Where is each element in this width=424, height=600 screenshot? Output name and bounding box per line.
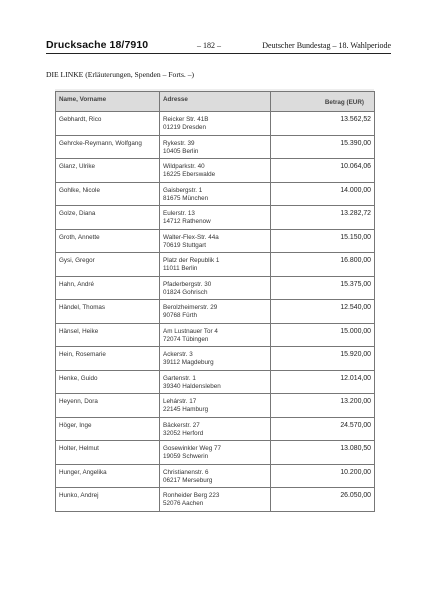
donation-amount: 13.562,52 xyxy=(271,112,375,136)
section-title: DIE LINKE (Erläuterungen, Spenden – Forts. –) xyxy=(46,70,195,79)
address-street: Christianenstr. 6 xyxy=(163,468,209,476)
donor-address xyxy=(160,112,271,136)
table-row xyxy=(56,135,375,159)
donation-amount: 13.080,50 xyxy=(271,441,375,465)
donor-address xyxy=(160,441,271,465)
donation-amount: 15.375,00 xyxy=(271,276,375,300)
donations-table xyxy=(55,91,375,512)
address-city: 81675 München xyxy=(163,194,209,202)
donation-amount: 10.064,06 xyxy=(271,159,375,183)
address-city: 14712 Rathenow xyxy=(163,218,211,226)
address-city: 11011 Berlin xyxy=(163,265,198,273)
donor-name: Holter, Helmut xyxy=(56,441,160,465)
document-number: Drucksache 18/7910 xyxy=(46,39,149,51)
donation-amount: 12.014,00 xyxy=(271,370,375,394)
address-city: 16225 Eberswalde xyxy=(163,171,216,179)
table-row xyxy=(56,229,375,253)
donor-address xyxy=(160,206,271,230)
table-row xyxy=(56,347,375,371)
table-row xyxy=(56,206,375,230)
address-street: Lehárstr. 17 xyxy=(163,398,197,405)
column-header-amount: Betrag (EUR) xyxy=(271,92,375,112)
donation-amount: 15.390,00 xyxy=(271,135,375,159)
address-city: 39340 Haldensleben xyxy=(163,382,221,390)
donor-name: Hunko, Andrej xyxy=(56,488,160,512)
donor-name: Gehrcke-Reymann, Wolfgang xyxy=(56,135,160,159)
donor-address xyxy=(160,464,271,488)
column-header-address: Adresse xyxy=(160,92,271,112)
column-header-name: Name, Vorname xyxy=(56,92,160,112)
address-city: 32052 Herford xyxy=(163,429,204,437)
donation-amount: 15.150,00 xyxy=(271,229,375,253)
donor-name: Gohlke, Nicole xyxy=(56,182,160,206)
donor-name: Heyenn, Dora xyxy=(56,394,160,418)
address-street: Platz der Republik 1 xyxy=(163,257,220,264)
donor-address xyxy=(160,182,271,206)
donor-name: Hein, Rosemarie xyxy=(56,347,160,371)
donor-address xyxy=(160,253,271,277)
address-city: 90768 Fürth xyxy=(163,312,197,320)
donor-name: Händel, Thomas xyxy=(56,300,160,324)
address-street: Gartenstr. 1 xyxy=(163,374,196,382)
donor-address xyxy=(160,276,271,300)
donor-address xyxy=(160,417,271,441)
address-street: Wildparkstr. 40 xyxy=(163,163,205,170)
address-city: 72074 Tübingen xyxy=(163,335,209,343)
address-street: Walter-Flex-Str. 44a xyxy=(163,233,219,241)
table-row xyxy=(56,182,375,206)
table-row xyxy=(56,394,375,418)
donor-name: Gebhardt, Rico xyxy=(56,112,160,136)
donor-name: Groth, Annette xyxy=(56,229,160,253)
page-number: – 182 – xyxy=(197,41,221,50)
donor-address xyxy=(160,394,271,418)
address-city: 19059 Schwerin xyxy=(163,453,209,461)
table-row xyxy=(56,417,375,441)
donor-address xyxy=(160,229,271,253)
address-street: Ackerstr. 3 xyxy=(163,351,193,358)
table-row xyxy=(56,112,375,136)
address-city: 52076 Aachen xyxy=(163,500,204,508)
donor-name: Hänsel, Heike xyxy=(56,323,160,347)
table-row xyxy=(56,488,375,512)
donation-amount: 24.570,00 xyxy=(271,417,375,441)
address-city: 22145 Hamburg xyxy=(163,406,209,414)
donation-amount: 12.540,00 xyxy=(271,300,375,324)
table-row xyxy=(56,159,375,183)
donor-address xyxy=(160,135,271,159)
donor-name: Glanz, Ulrike xyxy=(56,159,160,183)
table-row xyxy=(56,300,375,324)
donation-amount: 14.000,00 xyxy=(271,182,375,206)
address-street: Gaisbergstr. 1 xyxy=(163,186,203,194)
address-street: Bäckerstr. 27 xyxy=(163,421,200,429)
donor-name: Hunger, Angelika xyxy=(56,464,160,488)
address-street: Ronheider Berg 223 xyxy=(163,492,220,499)
donor-name: Gysi, Gregor xyxy=(56,253,160,277)
donation-amount: 10.200,00 xyxy=(271,464,375,488)
table-header-row xyxy=(56,92,375,112)
donation-amount: 16.800,00 xyxy=(271,253,375,277)
donor-address xyxy=(160,323,271,347)
address-city: 06217 Merseburg xyxy=(163,476,213,484)
address-city: 10405 Berlin xyxy=(163,147,199,155)
donor-name: Henke, Guido xyxy=(56,370,160,394)
donor-address xyxy=(160,488,271,512)
address-city: 01824 Gohrisch xyxy=(163,288,208,296)
table-row xyxy=(56,276,375,300)
donor-address xyxy=(160,159,271,183)
donor-address xyxy=(160,300,271,324)
table-row xyxy=(56,441,375,465)
table-row xyxy=(56,370,375,394)
address-street: Rykestr. 39 xyxy=(163,139,195,147)
table-row xyxy=(56,323,375,347)
donor-name: Golze, Diana xyxy=(56,206,160,230)
address-city: 39112 Magdeburg xyxy=(163,359,214,367)
donor-address xyxy=(160,370,271,394)
table-row xyxy=(56,253,375,277)
donation-amount: 15.920,00 xyxy=(271,347,375,371)
parliament-label: Deutscher Bundestag – 18. Wahlperiode xyxy=(262,41,391,50)
donor-address xyxy=(160,347,271,371)
address-city: 70619 Stuttgart xyxy=(163,241,207,249)
address-street: Eulerstr. 13 xyxy=(163,210,195,217)
address-street: Pfaderbergstr. 30 xyxy=(163,280,212,288)
address-street: Reicker Str. 41B xyxy=(163,116,209,123)
donor-name: Hahn, André xyxy=(56,276,160,300)
address-street: Gosewinkler Weg 77 xyxy=(163,445,221,452)
donation-amount: 26.050,00 xyxy=(271,488,375,512)
table-row xyxy=(56,464,375,488)
address-street: Berolzheimerstr. 29 xyxy=(163,304,218,311)
donor-name: Höger, Inge xyxy=(56,417,160,441)
address-street: Am Lustnauer Tor 4 xyxy=(163,327,218,335)
donation-amount: 15.000,00 xyxy=(271,323,375,347)
address-city: 01219 Dresden xyxy=(163,124,207,132)
donation-amount: 13.282,72 xyxy=(271,206,375,230)
donation-amount: 13.200,00 xyxy=(271,394,375,418)
